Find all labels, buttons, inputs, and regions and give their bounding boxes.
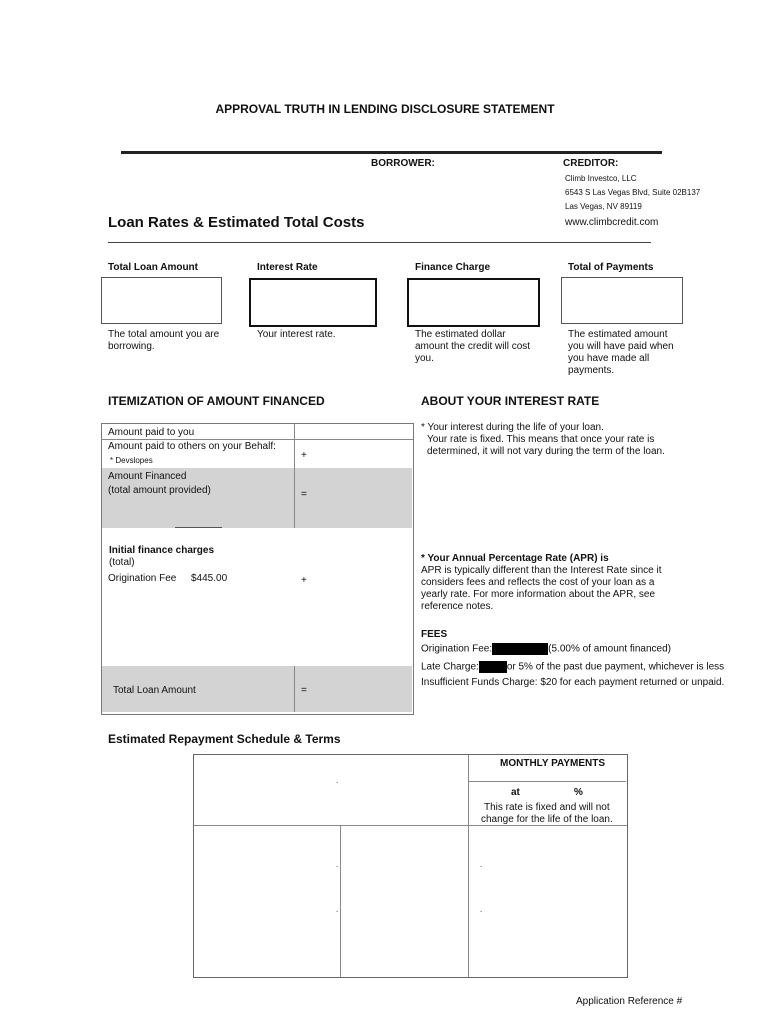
origination-fee-label: Origination Fee <box>108 573 177 584</box>
header-divider <box>121 151 662 154</box>
interest-rate-desc: Your interest rate. <box>257 329 336 340</box>
section-divider <box>108 242 651 243</box>
finance-charge-desc: The estimated dollar amount the credit will cost you. <box>415 329 531 364</box>
placeholder-dot: . <box>336 776 339 785</box>
placeholder-dot: . <box>480 905 483 914</box>
total-loan-amount-desc: The total amount you are borrowing. <box>108 329 220 352</box>
placeholder-dot: . <box>336 860 339 869</box>
origination-fee-value: $445.00 <box>191 573 228 584</box>
total-paren: (total) <box>109 557 135 568</box>
creditor-name: Climb Investco, LLC <box>565 174 637 183</box>
schedule-inner-divider <box>340 825 341 977</box>
creditor-label: CREDITOR: <box>563 158 619 169</box>
total-loan-amount-label: Total Loan Amount <box>113 685 196 696</box>
total-of-payments-header: Total of Payments <box>568 262 654 273</box>
plus-sign-2: + <box>301 575 307 586</box>
creditor-website: www.climbcredit.com <box>565 217 659 228</box>
origination-fee-suffix: (5.00% of amount financed) <box>548 643 672 655</box>
apr-line4: reference notes. <box>421 601 494 612</box>
itemization-row-divider <box>101 439 413 440</box>
about-rate-heading: ABOUT YOUR INTEREST RATE <box>421 394 600 408</box>
placeholder-dot: . <box>480 860 483 869</box>
monthly-payments-header: MONTHLY PAYMENTS <box>500 758 606 769</box>
plus-sign-1: + <box>301 450 307 461</box>
schedule-table <box>193 754 628 978</box>
total-loan-amount-header: Total Loan Amount <box>108 262 198 273</box>
apr-line1: APR is typically different than the Interest Rate since it <box>421 565 662 576</box>
loan-rates-heading: Loan Rates & Estimated Total Costs <box>108 214 365 231</box>
interest-rate-header: Interest Rate <box>257 262 318 273</box>
creditor-address2: Las Vegas, NV 89119 <box>565 202 642 211</box>
total-of-payments-box <box>561 277 683 324</box>
total-loan-amount-divider <box>294 666 295 712</box>
origination-fee-prefix: Origination Fee: <box>421 643 493 655</box>
amount-financed-divider <box>294 468 295 528</box>
creditor-address1: 6543 S Las Vegas Blvd, Suite 02B137 <box>565 188 701 197</box>
placeholder-dot: . <box>336 905 339 914</box>
finance-charge-box <box>407 278 540 327</box>
application-reference: Application Reference # <box>576 996 683 1007</box>
insufficient-funds-charge: Insufficient Funds Charge: $20 for each payment returned or unpaid. <box>421 677 725 688</box>
borrower-label: BORROWER: <box>371 158 435 169</box>
amount-financed-underline <box>175 527 222 528</box>
redacted-late-charge <box>479 661 507 673</box>
fixed-rate-line1: This rate is fixed and will not <box>484 802 610 813</box>
initial-finance-charges: Initial finance charges <box>109 545 215 556</box>
schedule-heading: Estimated Repayment Schedule & Terms <box>108 732 341 746</box>
late-charge-prefix: Late Charge: <box>421 661 479 673</box>
document-title: APPROVAL TRUTH IN LENDING DISCLOSURE STATEMENT <box>215 102 555 116</box>
total-loan-amount-box <box>101 277 222 324</box>
finance-charge-header: Finance Charge <box>415 262 491 273</box>
about-rate-line3: determined, it will not vary during the term of the loan. <box>427 446 665 457</box>
devslopes-item: * Devslopes <box>110 456 153 465</box>
amount-paid-to-others: Amount paid to others on your Behalf: <box>108 441 276 452</box>
schedule-col-divider <box>468 755 469 977</box>
equals-sign-2: = <box>301 685 307 696</box>
at-label: at <box>511 787 520 798</box>
redacted-origination-fee <box>492 643 548 655</box>
equals-sign-1: = <box>301 489 307 500</box>
origination-fee-row <box>421 643 671 655</box>
itemization-heading: ITEMIZATION OF AMOUNT FINANCED <box>108 394 325 408</box>
late-charge-row <box>421 661 724 673</box>
about-rate-line2: Your rate is fixed. This means that once your rate is <box>427 434 655 445</box>
percent-label: % <box>574 787 583 798</box>
total-amount-provided: (total amount provided) <box>108 485 211 496</box>
monthly-header-divider <box>468 781 626 782</box>
amount-financed-label: Amount Financed <box>108 471 187 482</box>
about-rate-line1: * Your interest during the life of your loan. <box>421 422 604 433</box>
apr-line2: considers fees and reflects the cost of your loan as a <box>421 577 655 588</box>
fixed-rate-line2: change for the life of the loan. <box>481 814 613 825</box>
apr-line3: yearly rate. For more information about the APR, see <box>421 589 655 600</box>
late-charge-suffix: or 5% of the past due payment, whichever is less <box>506 661 725 673</box>
total-of-payments-desc: The estimated amount you will have paid when you have made all payments. <box>568 329 674 376</box>
apr-heading: * Your Annual Percentage Rate (APR) is <box>421 553 609 564</box>
amount-paid-to-you: Amount paid to you <box>108 427 195 438</box>
interest-rate-box <box>249 278 377 327</box>
fees-heading: FEES <box>421 629 448 640</box>
